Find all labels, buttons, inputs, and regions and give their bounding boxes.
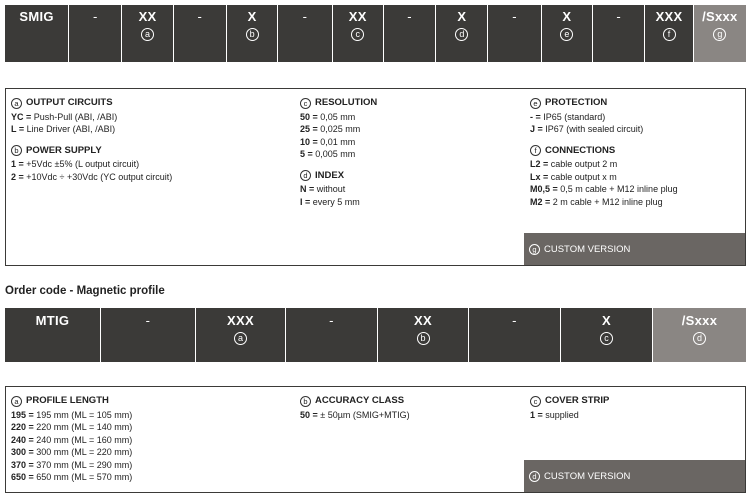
code-cell-a [122,5,173,62]
legend-item [530,158,678,171]
code-text: - [616,9,622,24]
circled-letter-g: g [713,28,726,41]
legend-item [11,409,132,422]
item-code: I = [300,196,311,207]
smig-legend-box [5,88,746,266]
circled-letter-a: a [141,28,154,41]
group-title-text: PROFILE LENGTH [26,395,109,406]
item-code: 10 = [300,136,318,147]
custom-version-band [524,233,745,265]
code-text: XXX [227,313,254,328]
circled-letter-e: e [530,98,541,109]
item-code: L2 = [530,159,549,169]
item-desc: 240 mm (ML = 160 mm) [33,434,133,445]
item-code: 50 = [300,409,318,420]
code-cell-b [227,5,278,62]
group-title-text: COVER STRIP [545,395,610,406]
legend-item [530,171,678,184]
legend-item [300,196,377,209]
item-desc: 220 mm (ML = 140 mm) [33,422,133,432]
circled-letter-a: a [11,396,22,407]
item-desc: 0,05 mm [317,111,356,122]
item-desc: IP67 (with sealed circuit) [542,124,644,134]
item-code: 2 = [11,171,24,182]
section-title: Order code - Magnetic profile [5,285,165,297]
legend-item [11,123,172,136]
mtig-legend-box [5,386,746,493]
code-cell-separator [278,5,332,62]
item-code: J = [530,124,543,134]
item-code: Lx = [530,171,549,182]
legend-item [300,111,377,124]
legend-column-1 [11,97,172,183]
legend-item [11,421,132,434]
legend-item [11,434,132,447]
code-cell-separator [69,5,122,62]
group-title-text: POWER SUPPLY [26,144,102,156]
circled-letter-d: d [693,332,706,345]
item-desc: +5Vdc ±5% (L output circuit) [23,159,140,169]
item-desc: 2 m cable + M12 inline plug [550,196,663,207]
group-title-text: INDEX [315,169,345,181]
code-cell-d [436,5,488,62]
circled-letter-b: b [246,28,259,41]
code-cell-separator [488,5,541,62]
code-cell-c [561,308,653,362]
code-cell-separator [469,308,561,362]
circled-letter-b: b [11,145,22,156]
legend-item [11,471,132,484]
code-text: - [329,313,334,328]
legend-item [530,123,678,136]
item-desc: cable output x m [548,171,617,182]
group-title-text: ACCURACY CLASS [315,395,405,406]
item-code: 5 = [300,149,313,159]
code-text: XX [138,9,157,24]
circled-letter-c: c [300,98,311,109]
code-cell-separator [286,308,378,362]
circled-letter-d: d [455,28,468,41]
legend-item [300,409,410,422]
legend-item [11,171,172,184]
item-desc: supplied [542,409,579,420]
code-cell-separator [174,5,227,62]
mtig-order-code-bar [5,308,746,362]
legend-column-3 [530,395,609,421]
item-desc: 0,01 mm [317,136,356,147]
smig-order-code-bar [5,5,746,62]
code-text: X [562,9,572,24]
item-desc: Line Driver (ABI, /ABI) [24,124,116,134]
legend-item [530,196,678,209]
legend-item [11,459,132,472]
circled-letter-c: c [600,332,613,345]
group-title-cover-strip [530,395,609,408]
item-code: L = [11,124,25,134]
group-title-text: RESOLUTION [315,97,378,108]
circled-letter-b: b [417,332,430,345]
circled-letter-g: g [529,244,540,255]
code-cell-g-custom [694,5,746,62]
group-title-power-supply [11,145,172,158]
code-cell-separator [101,308,196,362]
code-text: XXX [655,9,683,24]
circled-letter-f: f [663,28,676,41]
item-desc: 0,005 mm [312,149,356,159]
code-text: /Sxxx [702,9,738,24]
group-title-output-circuits [11,97,172,110]
code-cell-b [378,308,469,362]
code-cell-f [645,5,693,62]
code-text: SMIG [19,9,54,24]
item-code: 25 = [300,124,318,134]
item-code: 300 = [11,447,34,457]
item-code: 220 = [11,422,34,432]
item-code: M2 = [530,196,551,207]
item-desc: 370 mm (ML = 290 mm) [33,459,133,470]
legend-item [11,111,172,124]
legend-item [11,446,132,459]
item-code: M0,5 = [530,184,558,194]
circled-letter-a: a [11,98,22,109]
legend-item [300,136,377,149]
circled-letter-d: d [529,471,540,482]
legend-item [11,158,172,171]
code-text: - [302,9,308,24]
legend-column-2 [300,395,410,421]
code-text: - [407,9,412,24]
code-text: - [92,9,98,24]
code-text: X [457,9,467,24]
group-title-resolution [300,97,377,110]
code-text: XX [414,313,432,328]
circled-letter-c: c [530,396,541,407]
group-title-accuracy-class [300,395,410,408]
group-title-connections [530,145,678,158]
code-text: MTIG [35,313,70,328]
circled-letter-d: d [300,170,311,181]
code-text: - [512,313,517,328]
circled-letter-b: b [300,396,311,407]
code-text: /Sxxx [681,313,718,328]
legend-column-3 [530,97,678,208]
code-text: - [145,313,151,328]
item-code: 240 = [11,434,34,445]
circled-letter-c: c [351,28,364,41]
code-text: XX [348,9,367,24]
legend-item [300,148,377,161]
item-desc: IP65 (standard) [540,111,606,122]
item-code: N = [300,184,315,194]
code-cell-a [196,308,286,362]
item-desc: +10Vdc ÷ +30Vdc (YC output circuit) [23,171,173,182]
code-text: - [197,9,203,24]
code-text: - [512,9,517,24]
legend-item [300,123,377,136]
group-title-text: OUTPUT CIRCUITS [26,97,113,108]
item-code: 650 = [11,472,34,482]
group-title-profile-length [11,395,132,408]
item-code: 50 = [300,111,318,122]
code-cell-separator [593,5,645,62]
group-title-protection [530,97,678,110]
item-code: 1 = [11,159,24,169]
code-text: X [247,9,257,24]
circled-letter-e: e [560,28,573,41]
item-desc: 650 mm (ML = 570 mm) [33,472,133,482]
legend-item [300,183,377,196]
circled-letter-f: f [530,145,541,156]
code-text: X [602,313,611,328]
legend-item [530,409,609,422]
item-desc: 0,5 m cable + M12 inline plug [557,184,678,194]
code-cell-d-custom [653,308,746,362]
group-title-text: PROTECTION [545,97,608,108]
legend-column-1 [11,395,132,484]
item-desc: 195 mm (ML = 105 mm) [33,409,133,420]
custom-version-band [524,460,745,492]
code-cell-model [5,308,101,362]
item-code: 195 = [11,409,34,420]
code-cell-separator [384,5,436,62]
custom-version-label: CUSTOM VERSION [544,243,631,255]
group-title-text: CONNECTIONS [545,144,616,156]
code-cell-c [333,5,384,62]
item-code: 370 = [11,459,34,470]
item-desc: every 5 mm [310,196,360,207]
item-desc: Push-Pull (ABI, /ABI) [31,111,118,122]
item-code: YC = [11,111,32,122]
item-code: - = [530,111,541,122]
custom-version-label: CUSTOM VERSION [544,470,631,482]
code-cell-e [542,5,593,62]
item-desc: 300 mm (ML = 220 mm) [33,447,133,457]
item-code: 1 = [530,409,543,420]
legend-column-2 [300,97,377,208]
item-desc: cable output 2 m [548,159,618,169]
code-cell-model [5,5,69,62]
circled-letter-a: a [234,332,247,345]
item-desc: 0,025 mm [317,124,361,134]
legend-item [530,183,678,196]
item-desc: without [314,184,346,194]
group-title-index [300,170,377,183]
item-desc: ± 50µm (SMIG+MTIG) [317,409,410,420]
legend-item [530,111,678,124]
